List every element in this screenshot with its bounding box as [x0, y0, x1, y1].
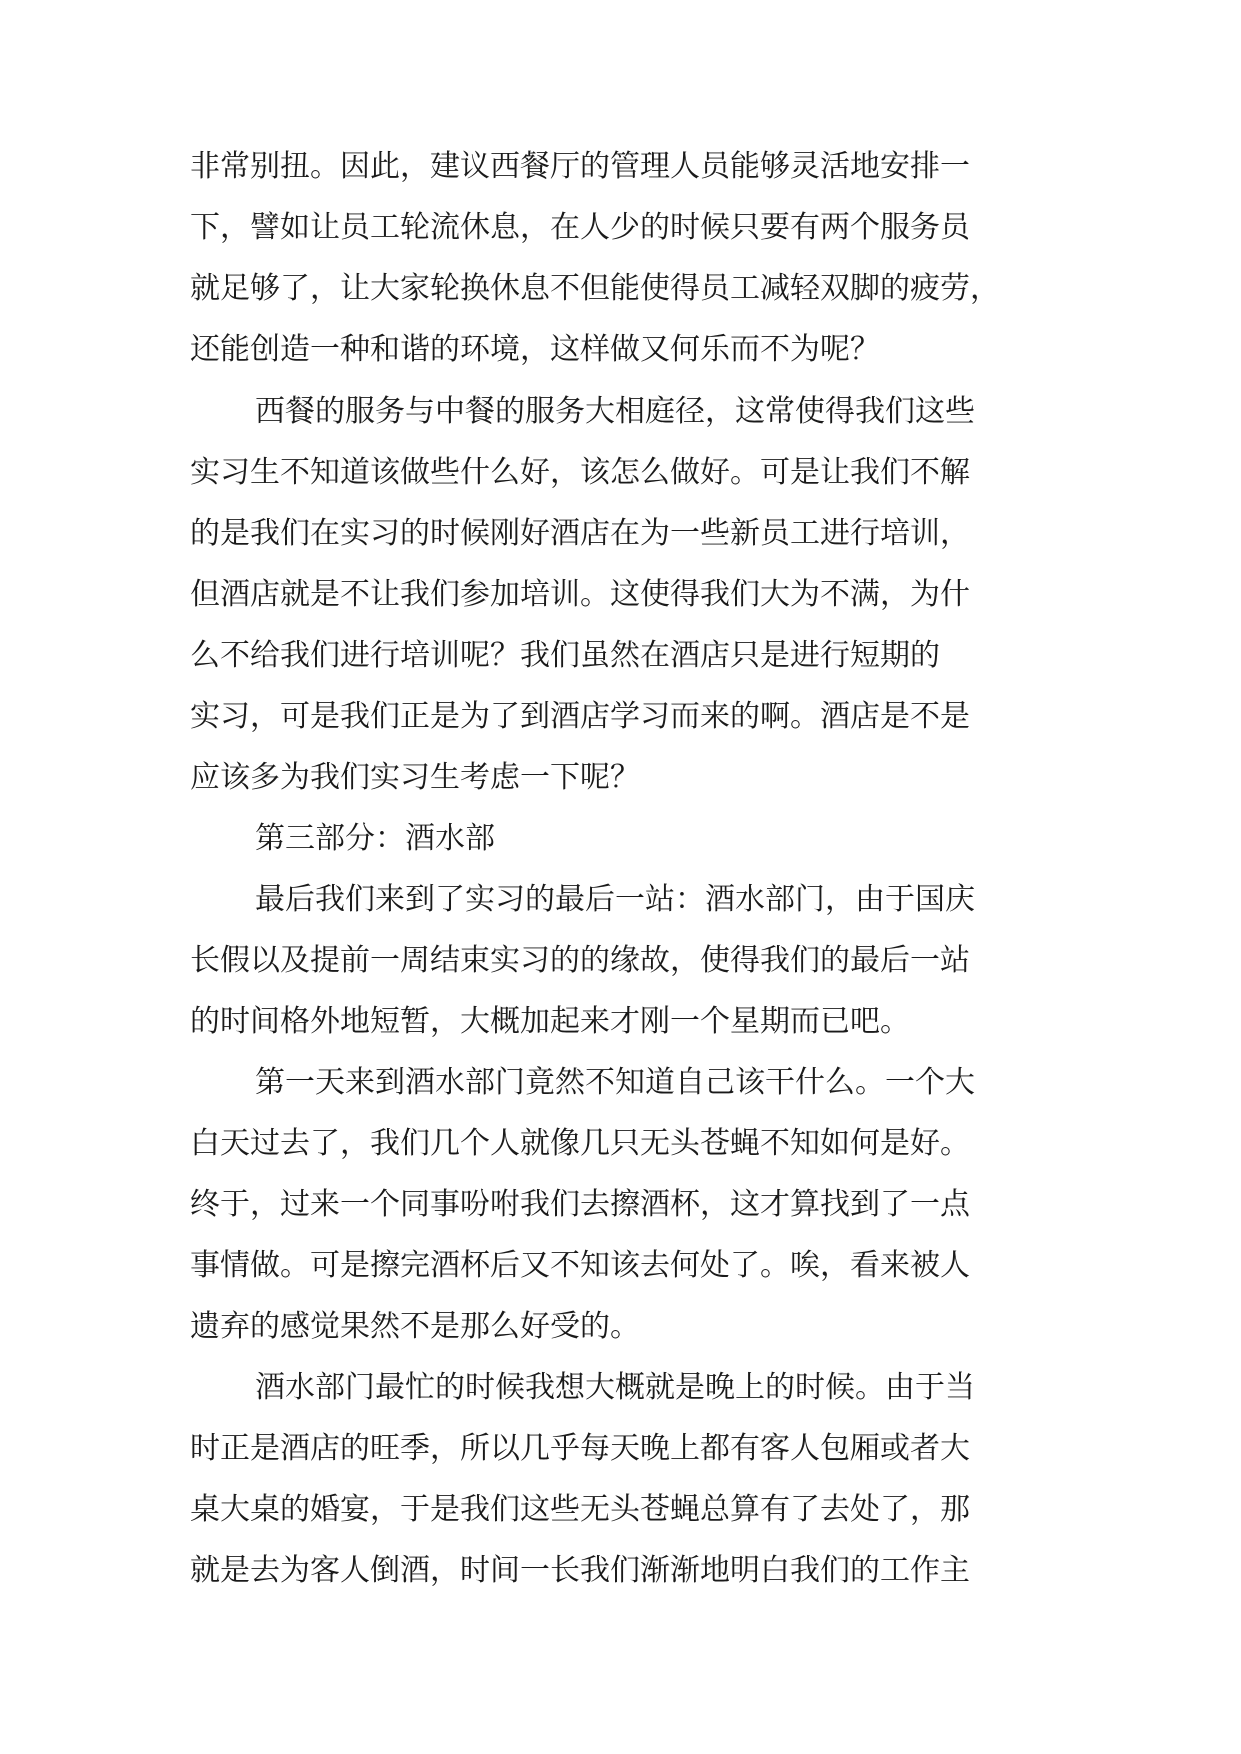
text-line: 桌大桌的婚宴，于是我们这些无头苍蝇总算有了去处了，那	[190, 1492, 970, 1527]
paragraph-first-line: 西餐的服务与中餐的服务大相庭径，这常使得我们这些	[255, 394, 975, 429]
text-line: 应该多为我们实习生考虑一下呢？	[190, 760, 640, 795]
text-line: 事情做。可是擦完酒杯后又不知该去何处了。唉，看来被人	[190, 1248, 970, 1283]
text-line: 但酒店就是不让我们参加培训。这使得我们大为不满，为什	[190, 577, 970, 612]
text-line: 长假以及提前一周结束实习的的缘故，使得我们的最后一站	[190, 943, 970, 978]
text-line: 实习生不知道该做些什么好，该怎么做好。可是让我们不解	[190, 455, 970, 490]
text-line: 白天过去了，我们几个人就像几只无头苍蝇不知如何是好。	[190, 1126, 970, 1161]
paragraph-first-line: 第一天来到酒水部门竟然不知道自己该干什么。一个大	[255, 1065, 975, 1100]
text-line: 还能创造一种和谐的环境，这样做又何乐而不为呢？	[190, 332, 880, 367]
text-line: 终于，过来一个同事吩咐我们去擦酒杯，这才算找到了一点	[190, 1187, 970, 1222]
paragraph-first-line: 最后我们来到了实习的最后一站：酒水部门，由于国庆	[255, 882, 975, 917]
text-line: 遗弃的感觉果然不是那么好受的。	[190, 1309, 640, 1344]
text-line: 就是去为客人倒酒，时间一长我们渐渐地明白我们的工作主	[190, 1553, 970, 1588]
text-line: 的是我们在实习的时候刚好酒店在为一些新员工进行培训，	[190, 516, 970, 551]
text-line: 非常别扭。因此，建议西餐厅的管理人员能够灵活地安排一	[190, 149, 970, 184]
text-line: 的时间格外地短暂，大概加起来才刚一个星期而已吧。	[190, 1004, 910, 1039]
section-heading: 第三部分：酒水部	[255, 821, 495, 856]
text-line: 就足够了，让大家轮换休息不但能使得员工减轻双脚的疲劳，	[190, 271, 1000, 306]
paragraph-first-line: 酒水部门最忙的时候我想大概就是晚上的时候。由于当	[255, 1370, 975, 1405]
text-line: 实习，可是我们正是为了到酒店学习而来的啊。酒店是不是	[190, 699, 970, 734]
text-line: 下，譬如让员工轮流休息，在人少的时候只要有两个服务员	[190, 210, 970, 245]
text-line: 么不给我们进行培训呢？我们虽然在酒店只是进行短期的	[190, 638, 940, 673]
text-line: 时正是酒店的旺季，所以几乎每天晚上都有客人包厢或者大	[190, 1431, 970, 1466]
